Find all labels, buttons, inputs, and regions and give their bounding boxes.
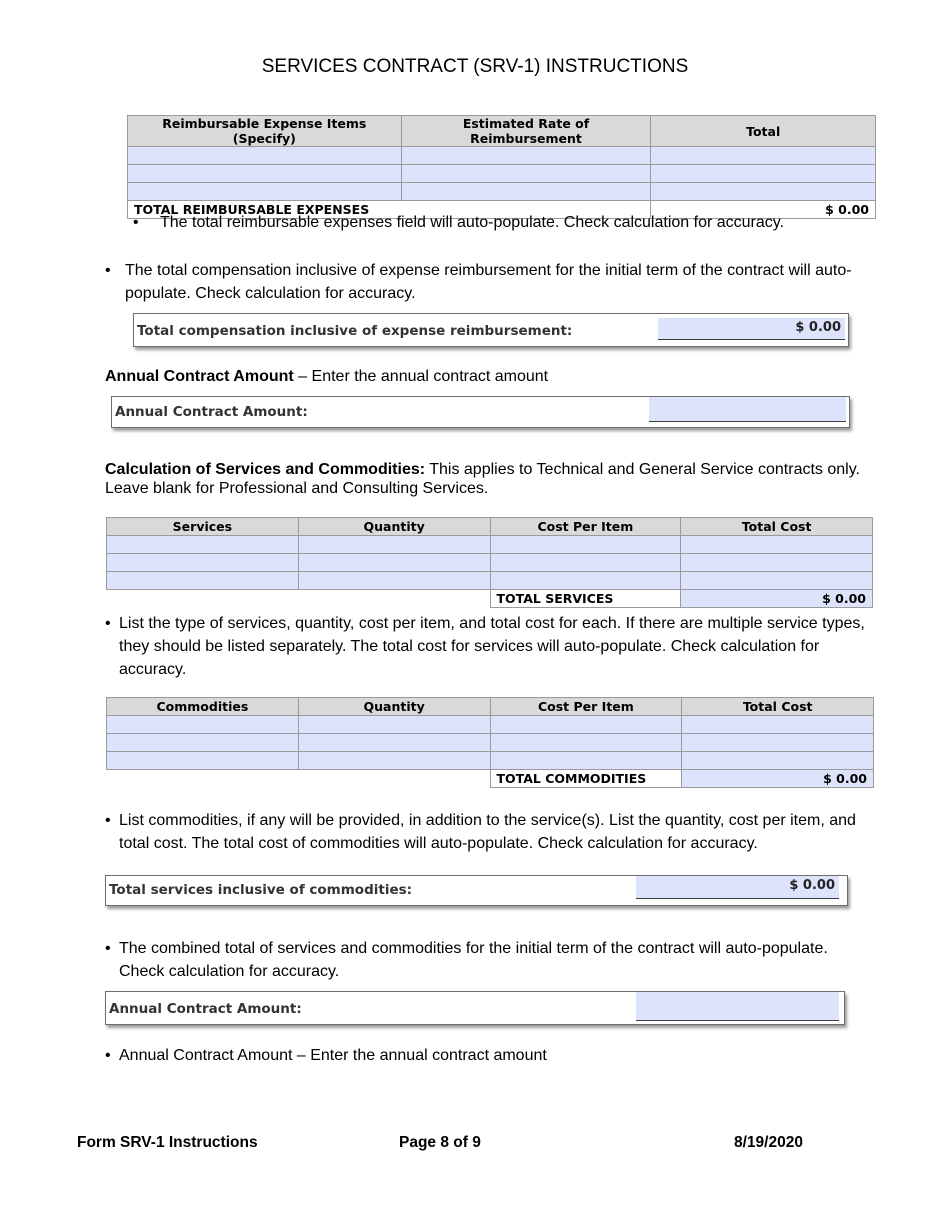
services-total-label: TOTAL SERVICES <box>490 590 681 608</box>
services-header-cost: Cost Per Item <box>490 518 681 536</box>
commodity-total-input[interactable] <box>682 716 874 734</box>
expense-header-rate: Estimated Rate of Reimbursement <box>401 116 651 147</box>
bullet-icon: • <box>105 262 111 279</box>
commodities-header-quantity: Quantity <box>298 698 490 716</box>
commodities-header-commodities: Commodities <box>107 698 299 716</box>
table-row <box>128 183 876 201</box>
services-commodities-box <box>105 875 848 906</box>
annual-heading: Annual Contract Amount – Enter the annual contract amount <box>105 368 549 385</box>
commodity-cost-input[interactable] <box>490 734 682 752</box>
annual-amount-label: Annual Contract Amount: <box>115 404 308 420</box>
services-header-total: Total Cost <box>681 518 873 536</box>
expense-item-input[interactable] <box>128 147 402 165</box>
service-cost-input[interactable] <box>490 536 681 554</box>
footer-page: Page 8 of 9 <box>399 1134 481 1151</box>
service-quantity-input[interactable] <box>298 554 490 572</box>
commodity-cost-input[interactable] <box>490 752 682 770</box>
commodity-total-input[interactable] <box>682 752 874 770</box>
services-total-value: $ 0.00 <box>681 590 873 608</box>
annual-amount-label-2: Annual Contract Amount: <box>109 1001 302 1017</box>
table-row <box>107 572 873 590</box>
service-input[interactable] <box>107 572 299 590</box>
commodity-total-input[interactable] <box>682 734 874 752</box>
commodity-quantity-input[interactable] <box>298 734 490 752</box>
bullet-compensation: • The total compensation inclusive of expense reimbursement for the initial term of the contract will auto-populate. Check calculation for accuracy. <box>105 259 875 305</box>
expense-item-input[interactable] <box>128 183 402 201</box>
commodity-quantity-input[interactable] <box>298 716 490 734</box>
commodities-header-total: Total Cost <box>682 698 874 716</box>
annual-amount-field-2[interactable] <box>636 992 839 1021</box>
services-table <box>106 517 873 608</box>
compensation-field[interactable]: $ 0.00 <box>658 318 845 340</box>
service-input[interactable] <box>107 536 299 554</box>
footer-date: 8/19/2020 <box>734 1134 803 1151</box>
compensation-box <box>133 313 849 347</box>
commodity-input[interactable] <box>107 716 299 734</box>
service-total-input[interactable] <box>681 572 873 590</box>
service-input[interactable] <box>107 554 299 572</box>
annual-amount-box-2 <box>105 991 845 1025</box>
expense-total-label: TOTAL REIMBURSABLE EXPENSES <box>128 201 651 219</box>
bullet-commodities: • List commodities, if any will be provided, in addition to the service(s). List the quantity, cost per item, and total cost. The total cost of commodities will auto-populate. Check calculation for accuracy. <box>105 809 875 855</box>
services-header-quantity: Quantity <box>298 518 490 536</box>
service-quantity-input[interactable] <box>298 536 490 554</box>
services-commodities-field[interactable]: $ 0.00 <box>636 876 839 899</box>
bullet-icon: • <box>105 812 111 829</box>
commodities-total-value: $ 0.00 <box>682 770 874 788</box>
commodities-table <box>106 697 874 788</box>
compensation-label: Total compensation inclusive of expense reimbursement: <box>137 323 573 339</box>
services-header-services: Services <box>107 518 299 536</box>
service-quantity-input[interactable] <box>298 572 490 590</box>
bullet-icon: • <box>105 1047 111 1064</box>
table-row <box>128 165 876 183</box>
bullet-icon: • <box>105 940 111 957</box>
expense-header-total: Total <box>651 116 876 147</box>
expense-rate-input[interactable] <box>401 147 651 165</box>
commodity-cost-input[interactable] <box>490 716 682 734</box>
expense-rate-input[interactable] <box>401 183 651 201</box>
table-row <box>128 147 876 165</box>
services-commodities-label: Total services inclusive of commodities: <box>109 882 413 898</box>
expense-total-value: $ 0.00 <box>651 201 876 219</box>
annual-amount-box <box>111 396 850 428</box>
table-row <box>107 716 874 734</box>
footer-form: Form SRV-1 Instructions <box>77 1134 258 1151</box>
annual-amount-field[interactable] <box>649 397 846 422</box>
expense-table <box>127 115 876 219</box>
expense-total-input[interactable] <box>651 183 876 201</box>
table-row <box>107 734 874 752</box>
service-total-input[interactable] <box>681 536 873 554</box>
bullet-services: • List the type of services, quantity, cost per item, and total cost for each. If there are multiple service types, they should be listed separately. The total cost for services will auto-populate. Check calculation for accuracy. <box>105 612 865 681</box>
service-cost-input[interactable] <box>490 554 681 572</box>
commodity-quantity-input[interactable] <box>298 752 490 770</box>
bullet-icon: • <box>133 214 139 231</box>
page-title: SERVICES CONTRACT (SRV-1) INSTRUCTIONS <box>261 56 689 77</box>
expense-rate-input[interactable] <box>401 165 651 183</box>
expense-total-input[interactable] <box>651 165 876 183</box>
table-row <box>107 554 873 572</box>
commodities-total-label: TOTAL COMMODITIES <box>490 770 682 788</box>
bullet-icon: • <box>105 615 111 632</box>
expense-total-input[interactable] <box>651 147 876 165</box>
calc-paragraph: Calculation of Services and Commodities: This applies to Technical and General Service contracts only. Leave blank for Professional and Consulting Services. <box>105 461 860 497</box>
expense-header-items: Reimbursable Expense Items (Specify) <box>128 116 402 147</box>
table-row <box>107 536 873 554</box>
bullet-expenses: • The total reimbursable expenses field will auto-populate. Check calculation for accuracy. <box>133 211 853 234</box>
commodity-input[interactable] <box>107 734 299 752</box>
bullet-annual: • Annual Contract Amount – Enter the annual contract amount <box>105 1044 865 1067</box>
bullet-combined: • The combined total of services and commodities for the initial term of the contract will auto-populate. Check calculation for accuracy. <box>105 937 865 983</box>
commodity-input[interactable] <box>107 752 299 770</box>
service-total-input[interactable] <box>681 554 873 572</box>
table-row <box>107 752 874 770</box>
commodities-header-cost: Cost Per Item <box>490 698 682 716</box>
service-cost-input[interactable] <box>490 572 681 590</box>
expense-item-input[interactable] <box>128 165 402 183</box>
